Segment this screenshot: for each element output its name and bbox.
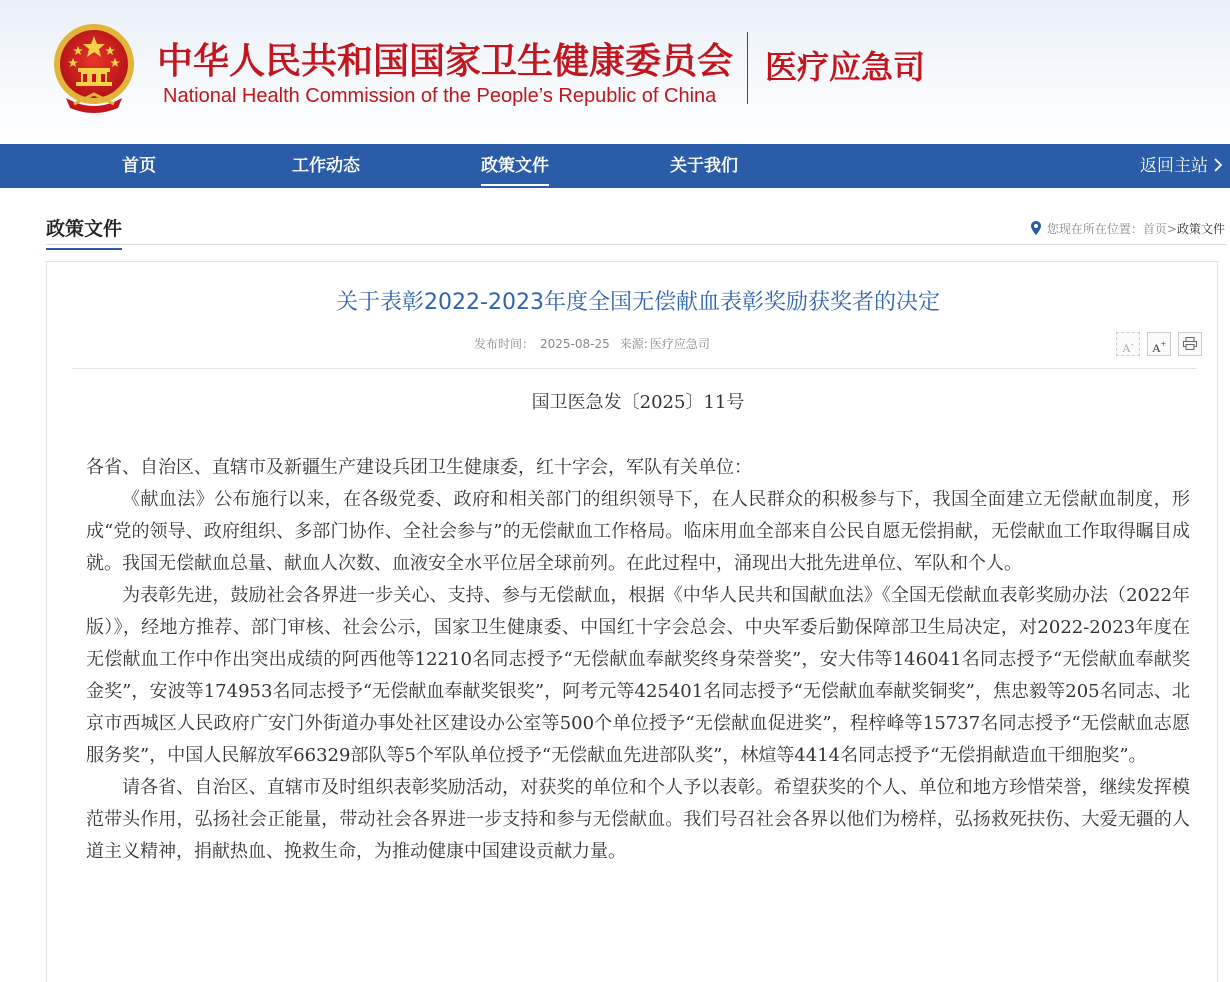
article-title: 关于表彰2022-2023年度全国无偿献血表彰奖励获奖者的决定 <box>336 290 940 315</box>
source-label: 来源: <box>619 337 648 351</box>
font-larger-button[interactable] <box>1147 332 1171 356</box>
breadcrumb <box>1031 220 1225 238</box>
breadcrumb-current: 政策文件 <box>1176 222 1225 236</box>
font-larger-glyph: A <box>1152 341 1161 355</box>
font-smaller-button[interactable] <box>1116 332 1140 356</box>
breadcrumb-prefix: 您现在所在位置： <box>1046 222 1143 236</box>
printer-icon <box>1183 337 1197 350</box>
nav-item-home[interactable]: 首页 <box>122 156 156 176</box>
header-divider <box>747 32 748 104</box>
meta-divider <box>72 368 1196 369</box>
print-button[interactable] <box>1178 332 1202 356</box>
breadcrumb-separator: > <box>1166 222 1177 236</box>
nav-item-policy[interactable]: 政策文件 <box>481 144 549 188</box>
publish-date: 2025-08-25 <box>540 337 610 351</box>
site-header <box>0 0 1230 144</box>
font-smaller-glyph: A <box>1122 341 1131 355</box>
location-pin-icon <box>1031 221 1041 238</box>
section-divider <box>46 244 1226 245</box>
section-title: 政策文件 <box>46 214 122 250</box>
font-smaller-sup: - <box>1130 339 1134 349</box>
salutation: 各省、自治区、直辖市及新疆生产建设兵团卫生健康委，红十字会，军队有关单位： <box>86 457 752 478</box>
article-paragraph-1: 《献血法》公布施行以来，在各级党委、政府和相关部门的组织领导下，在人民群众的积极参与下，我国全面建立无偿献血制度，形成“党的领导、政府组织、多部门协作、全社会参与”的无偿献血工作格局。临床用血全部来自公民自愿无偿捐献，无偿献血工作取得瞩目成就。我国无偿献血总量、献血人次数、血液安全水平位居全球前列。在此过程中，涌现出大批先进单位、军队和个人。 <box>86 489 1190 574</box>
publish-label: 发布时间： <box>474 337 535 351</box>
nav-item-about[interactable]: 关于我们 <box>670 156 738 176</box>
nav-item-work-news[interactable]: 工作动态 <box>292 156 360 176</box>
back-to-main-site-link[interactable] <box>1140 144 1222 188</box>
font-larger-sup: + <box>1160 339 1166 349</box>
back-label: 返回主站 <box>1140 156 1208 176</box>
article-paragraph-3: 请各省、自治区、直辖市及时组织表彰奖励活动，对获奖的单位和个人予以表彰。希望获奖的个人、单位和地方珍惜荣誉，继续发挥模范带头作用，弘扬社会正能量，带动社会各界进一步支持和参与无偿献血。我们号召社会各界以他们为榜样，弘扬救死扶伤、大爱无疆的人道主义精神，捐献热血、挽救生命，为推动健康中国建设贡献力量。 <box>86 777 1190 862</box>
main-nav <box>0 144 1230 188</box>
site-title-cn: 中华人民共和国国家卫生健康委员会 <box>157 41 734 82</box>
article-paragraph-2: 为表彰先进，鼓励社会各界进一步关心、支持、参与无偿献血，根据《中华人民共和国献血法》《全国无偿献血表彰奖励办法（2022年版）》，经地方推荐、部门审核、社会公示，国家卫生健康委、中国红十字会总会、中央军委后勤保障部卫生局决定，对2022-2023年度在无偿献血工作中作出突出成绩的阿西他等12210名同志授予“无偿献血奉献奖终身荣誉奖”，安大伟等146041名同志授予“无偿献血奉献奖金奖”，安波等174953名同志授予“无偿献血奉献奖银奖”，阿考元等425401名同志授予“无偿献血奉献奖铜奖”，焦忠毅等205名同志、北京市西城区人民政府广安门外街道办事处社区建设办公室等500个单位授予“无偿献血促进奖”，程梓峰等15737名同志授予“无偿献血志愿服务奖”，中国人民解放军66329部队等5个军队单位授予“无偿献血先进部队奖”，林煊等4414名同志授予“无偿捐献造血干细胞奖”。 <box>86 585 1190 766</box>
article-meta <box>474 335 720 352</box>
breadcrumb-home-link[interactable]: 首页 <box>1142 222 1167 236</box>
department-name: 医疗应急司 <box>765 48 926 86</box>
document-number: 国卫医急发〔2025〕11号 <box>531 392 745 413</box>
national-emblem-icon <box>52 18 136 118</box>
article-body <box>86 452 1190 868</box>
chevron-right-icon <box>1214 144 1222 188</box>
site-title-en: National Health Commission of the People’s Republic of China <box>163 85 717 107</box>
source-value: 医疗应急司 <box>649 337 710 351</box>
